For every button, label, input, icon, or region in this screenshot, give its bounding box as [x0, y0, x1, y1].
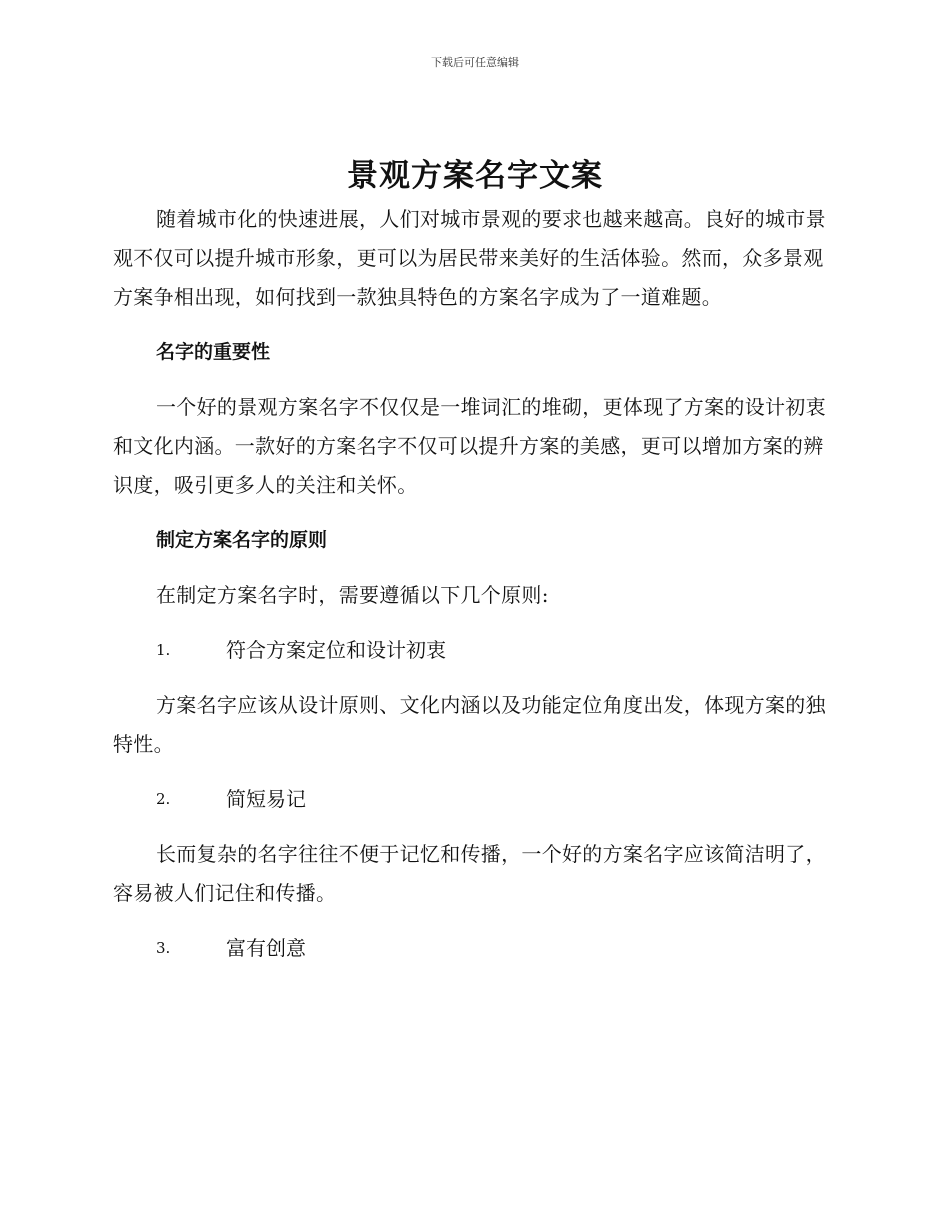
header-note: 下载后可任意编辑 — [431, 56, 519, 69]
list-item-label: 富有创意 — [226, 936, 306, 960]
section-heading-importance: 名字的重要性 — [156, 341, 271, 363]
spacer — [113, 372, 835, 388]
list-item-label: 简短易记 — [226, 787, 306, 811]
list-item-body: 方案名字应该从设计原则、文化内涵以及功能定位角度出发，体现方案的独特性。 — [113, 693, 826, 756]
list-item-number: 2. — [156, 790, 171, 808]
document-title: 景观方案名字文案 — [347, 158, 603, 194]
spacer — [113, 317, 835, 333]
list-item-number: 3. — [156, 939, 171, 957]
list-item-body: 长而复杂的名字往往不便于记忆和传播，一个好的方案名字应该简洁明了，容易被人们记住和传播。 — [113, 842, 826, 905]
list-item-number: 1. — [156, 641, 171, 659]
spacer — [113, 560, 835, 576]
list-item — [113, 631, 835, 670]
spacer — [113, 913, 835, 929]
spacer — [113, 615, 835, 631]
section-heading-principles: 制定方案名字的原则 — [156, 529, 328, 551]
spacer — [113, 670, 835, 686]
spacer — [113, 819, 835, 835]
list-item — [113, 780, 835, 819]
principles-lead: 在制定方案名字时，需要遵循以下几个原则: — [156, 583, 549, 607]
spacer — [113, 764, 835, 780]
importance-paragraph: 一个好的景观方案名字不仅仅是一堆词汇的堆砌，更体现了方案的设计初衷和文化内涵。一款好的方案名字不仅可以提升方案的美感，更可以增加方案的辨识度，吸引更多人的关注和关怀。 — [113, 395, 826, 497]
intro-paragraph: 随着城市化的快速进展，人们对城市景观的要求也越来越高。良好的城市景观不仅可以提升城市形象，更可以为居民带来美好的生活体验。然而，众多景观方案争相出现，如何找到一款独具特色的方案名字成为了一道难题。 — [113, 207, 826, 309]
document-body — [113, 200, 835, 968]
list-item-label: 符合方案定位和设计初衷 — [226, 638, 446, 662]
list-item — [113, 929, 835, 968]
spacer — [113, 505, 835, 521]
